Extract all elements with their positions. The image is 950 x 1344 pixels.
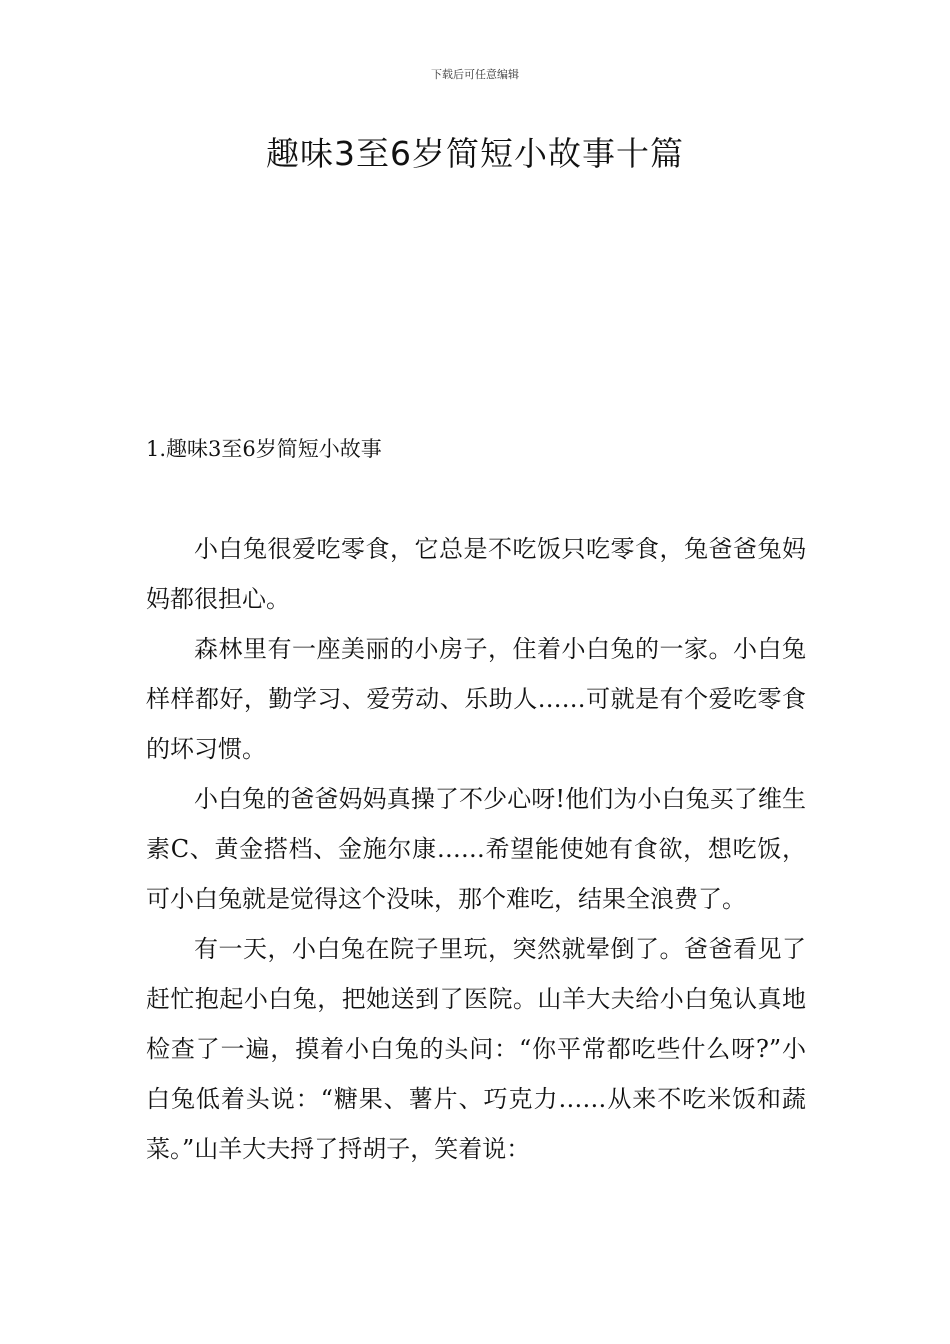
- section-heading: 1.趣味3至6岁简短小故事: [146, 437, 382, 461]
- header-note: 下载后可任意编辑: [431, 68, 519, 81]
- story-body: [146, 524, 806, 1174]
- paragraph: 森林里有一座美丽的小房子，住着小白兔的一家。小白兔样样都好，勤学习、爱劳动、乐助人……可就是有个爱吃零食的坏习惯。: [146, 635, 806, 763]
- page-title: 趣味3至6岁简短小故事十篇: [266, 134, 684, 173]
- paragraph: 有一天，小白兔在院子里玩，突然就晕倒了。爸爸看见了赶忙抱起小白兔，把她送到了医院。山羊大夫给小白兔认真地检查了一遍，摸着小白兔的头问：“你平常都吃些什么呀?”小白兔低着头说：“糖果、薯片、巧克力……从来不吃米饭和蔬菜。”山羊大夫捋了捋胡子，笑着说：: [146, 935, 806, 1163]
- paragraph: 小白兔的爸爸妈妈真操了不少心呀!他们为小白兔买了维生素C、黄金搭档、金施尔康……希望能使她有食欲，想吃饭，可小白兔就是觉得这个没味，那个难吃，结果全浪费了。: [146, 785, 806, 913]
- paragraph: 小白兔很爱吃零食，它总是不吃饭只吃零食，兔爸爸兔妈妈都很担心。: [146, 535, 806, 613]
